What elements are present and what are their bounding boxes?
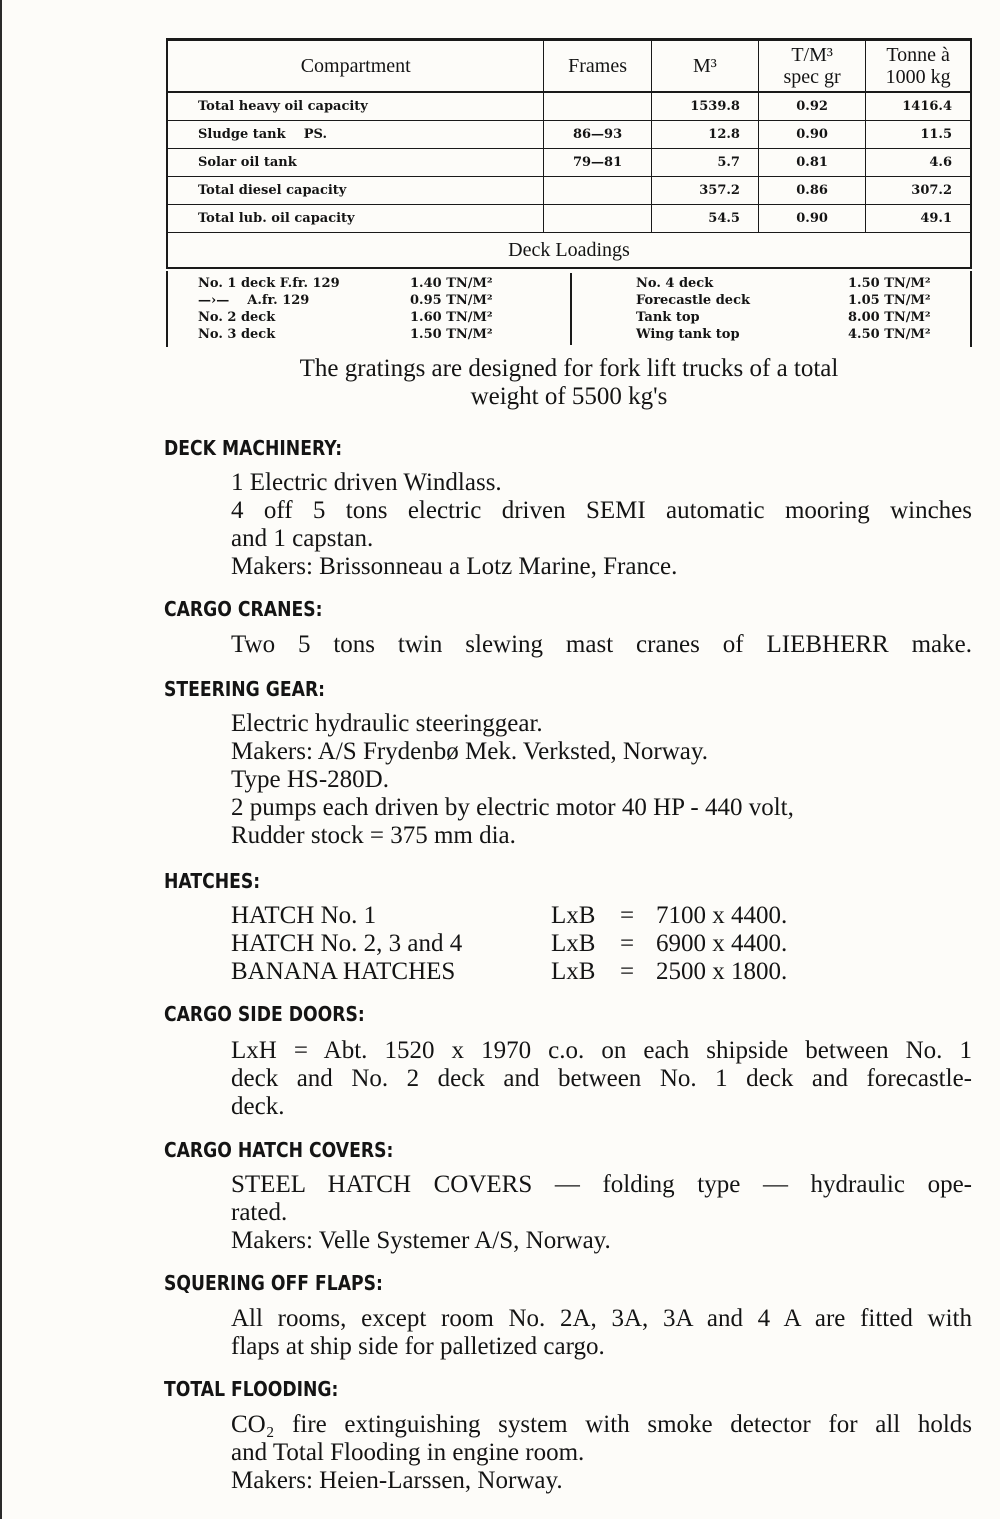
section-body-cargo-cranes — [231, 631, 972, 659]
body-line: and Total Flooding in engine room. — [231, 1439, 585, 1466]
section-body-steering-gear — [231, 710, 972, 850]
hatch-lxb: LxB — [551, 958, 596, 985]
hatch-lxb: LxB — [551, 930, 596, 957]
cell-spec: 0.81 — [758, 149, 865, 177]
loading-label: —›— A.fr. 129 — [198, 293, 310, 308]
deck-loadings-title: Deck Loadings — [167, 233, 971, 269]
body-line: All rooms, except room No. 2A, 3A, 3A and 4 A are fitted with — [231, 1305, 972, 1332]
cell-name: Total heavy oil capacity — [167, 92, 544, 121]
cell-tonne: 11.5 — [866, 121, 971, 149]
body-line: Two 5 tons twin slewing mast cranes of LIEBHERR make. — [231, 631, 972, 658]
loading-value: 0.95 TN/M² — [410, 293, 493, 308]
hatch-equals: = — [620, 930, 635, 957]
deck-loadings-title-row — [167, 233, 971, 269]
body-line: CO₂ fire extinguishing system with smoke detector for all holds — [231, 1411, 972, 1438]
body-line: rated. — [231, 1199, 288, 1226]
header-m3: M³ — [651, 40, 758, 93]
hatch-row — [231, 930, 972, 958]
gratings-note-line: weight of 5500 kg's — [470, 383, 668, 410]
section-body-cargo-hatch-covers — [231, 1171, 972, 1255]
hatch-equals: = — [620, 958, 635, 985]
section-heading-squering-off-flaps: SQUERING OFF FLAPS: — [164, 1271, 383, 1295]
hatch-row — [231, 958, 972, 986]
header-tonne — [866, 40, 971, 93]
gratings-note-line: The gratings are designed for fork lift trucks of a total — [299, 355, 839, 382]
cell-tonne: 49.1 — [866, 205, 971, 233]
header-tonne-line2: 1000 kg — [885, 66, 951, 88]
hatch-name: HATCH No. 1 — [231, 902, 377, 929]
capacity-table — [166, 38, 972, 269]
loading-value: 1.50 TN/M² — [848, 276, 931, 291]
cell-name: Solar oil tank — [167, 149, 544, 177]
body-line: and 1 capstan. — [231, 525, 374, 552]
loading-label: No. 4 deck — [636, 276, 714, 291]
cell-frames — [544, 205, 651, 233]
body-line: Type HS-280D. — [231, 766, 389, 793]
hatch-dimensions: 7100 x 4400. — [656, 902, 788, 929]
section-body-cargo-side-doors — [231, 1037, 972, 1121]
table-row — [167, 177, 971, 205]
cell-frames: 79—81 — [544, 149, 651, 177]
deck-loadings-divider — [570, 273, 572, 345]
table-header-row — [167, 40, 971, 93]
cell-m3: 1539.8 — [651, 92, 758, 121]
cell-spec: 0.92 — [758, 92, 865, 121]
table-row — [167, 92, 971, 121]
hatch-lxb: LxB — [551, 902, 596, 929]
body-line: Makers: Brissonneau a Lotz Marine, France. — [231, 553, 678, 580]
body-line: flaps at ship side for palletized cargo. — [231, 1333, 605, 1360]
body-line: Rudder stock = 375 mm dia. — [231, 822, 516, 849]
section-heading-cargo-side-doors: CARGO SIDE DOORS: — [164, 1002, 365, 1026]
section-heading-steering-gear: STEERING GEAR: — [164, 677, 326, 701]
cell-frames — [544, 177, 651, 205]
body-line: Electric hydraulic steeringgear. — [231, 710, 543, 737]
loading-value: 1.60 TN/M² — [410, 310, 493, 325]
table-row — [167, 121, 971, 149]
header-spec-gravity — [758, 40, 865, 93]
header-frames: Frames — [544, 40, 651, 93]
loading-label: No. 3 deck — [198, 327, 276, 342]
section-body-total-flooding — [231, 1411, 972, 1495]
section-heading-cargo-cranes: CARGO CRANES: — [164, 597, 323, 621]
body-line: LxH = Abt. 1520 x 1970 c.o. on each shipside between No. 1 — [231, 1037, 972, 1064]
section-heading-deck-machinery: DECK MACHINERY: — [164, 436, 343, 460]
cell-m3: 357.2 — [651, 177, 758, 205]
section-heading-total-flooding: TOTAL FLOODING: — [164, 1377, 339, 1401]
loading-value: 1.50 TN/M² — [410, 327, 493, 342]
loading-value: 1.40 TN/M² — [410, 276, 493, 291]
loading-value: 8.00 TN/M² — [848, 310, 931, 325]
hatch-dimensions: 2500 x 1800. — [656, 958, 788, 985]
page-binding-edge — [0, 0, 2, 1519]
gratings-note — [166, 355, 972, 411]
loading-label: Wing tank top — [636, 327, 740, 342]
section-body-squering-off-flaps — [231, 1305, 972, 1361]
header-spec-line2: spec gr — [783, 66, 841, 88]
cell-spec: 0.86 — [758, 177, 865, 205]
loading-label: Forecastle deck — [636, 293, 750, 308]
table-row — [167, 149, 971, 177]
body-line: Makers: Heien-Larssen, Norway. — [231, 1467, 563, 1494]
body-line: 4 off 5 tons electric driven SEMI automatic mooring winches — [231, 497, 972, 524]
cell-spec: 0.90 — [758, 205, 865, 233]
section-heading-hatches: HATCHES: — [164, 869, 261, 893]
cell-m3: 12.8 — [651, 121, 758, 149]
header-tonne-line1: Tonne à — [886, 44, 950, 66]
body-line: STEEL HATCH COVERS — folding type — hydraulic ope- — [231, 1171, 972, 1198]
section-body-deck-machinery — [231, 469, 972, 581]
body-line: 1 Electric driven Windlass. — [231, 469, 502, 496]
hatch-dimensions: 6900 x 4400. — [656, 930, 788, 957]
cell-tonne: 1416.4 — [866, 92, 971, 121]
hatch-name: HATCH No. 2, 3 and 4 — [231, 930, 463, 957]
header-compartment: Compartment — [167, 40, 544, 93]
section-body-hatches — [231, 902, 972, 986]
loading-value: 1.05 TN/M² — [848, 293, 931, 308]
loading-value: 4.50 TN/M² — [848, 327, 931, 342]
hatch-name: BANANA HATCHES — [231, 958, 456, 985]
header-spec-line1: T/M³ — [791, 44, 833, 66]
table-row — [167, 205, 971, 233]
section-heading-cargo-hatch-covers: CARGO HATCH COVERS: — [164, 1138, 394, 1162]
body-line: deck. — [231, 1093, 285, 1120]
loading-label: Tank top — [636, 310, 700, 325]
cell-frames — [544, 92, 651, 121]
body-line: deck and No. 2 deck and between No. 1 deck and forecastle- — [231, 1065, 972, 1092]
cell-name: Total diesel capacity — [167, 177, 544, 205]
body-line: 2 pumps each driven by electric motor 40 HP - 440 volt, — [231, 794, 794, 821]
cell-tonne: 4.6 — [866, 149, 971, 177]
cell-tonne: 307.2 — [866, 177, 971, 205]
hatch-row — [231, 902, 972, 930]
cell-name: Total lub. oil capacity — [167, 205, 544, 233]
body-line: Makers: A/S Frydenbø Mek. Verksted, Norway. — [231, 738, 709, 765]
cell-name: Sludge tank PS. — [167, 121, 544, 149]
cell-frames: 86—93 — [544, 121, 651, 149]
hatch-equals: = — [620, 902, 635, 929]
deck-loadings — [166, 271, 972, 347]
cell-m3: 5.7 — [651, 149, 758, 177]
body-line: Makers: Velle Systemer A/S, Norway. — [231, 1227, 611, 1254]
loading-label: No. 2 deck — [198, 310, 276, 325]
cell-m3: 54.5 — [651, 205, 758, 233]
cell-spec: 0.90 — [758, 121, 865, 149]
loading-label: No. 1 deck F.fr. 129 — [198, 276, 340, 291]
